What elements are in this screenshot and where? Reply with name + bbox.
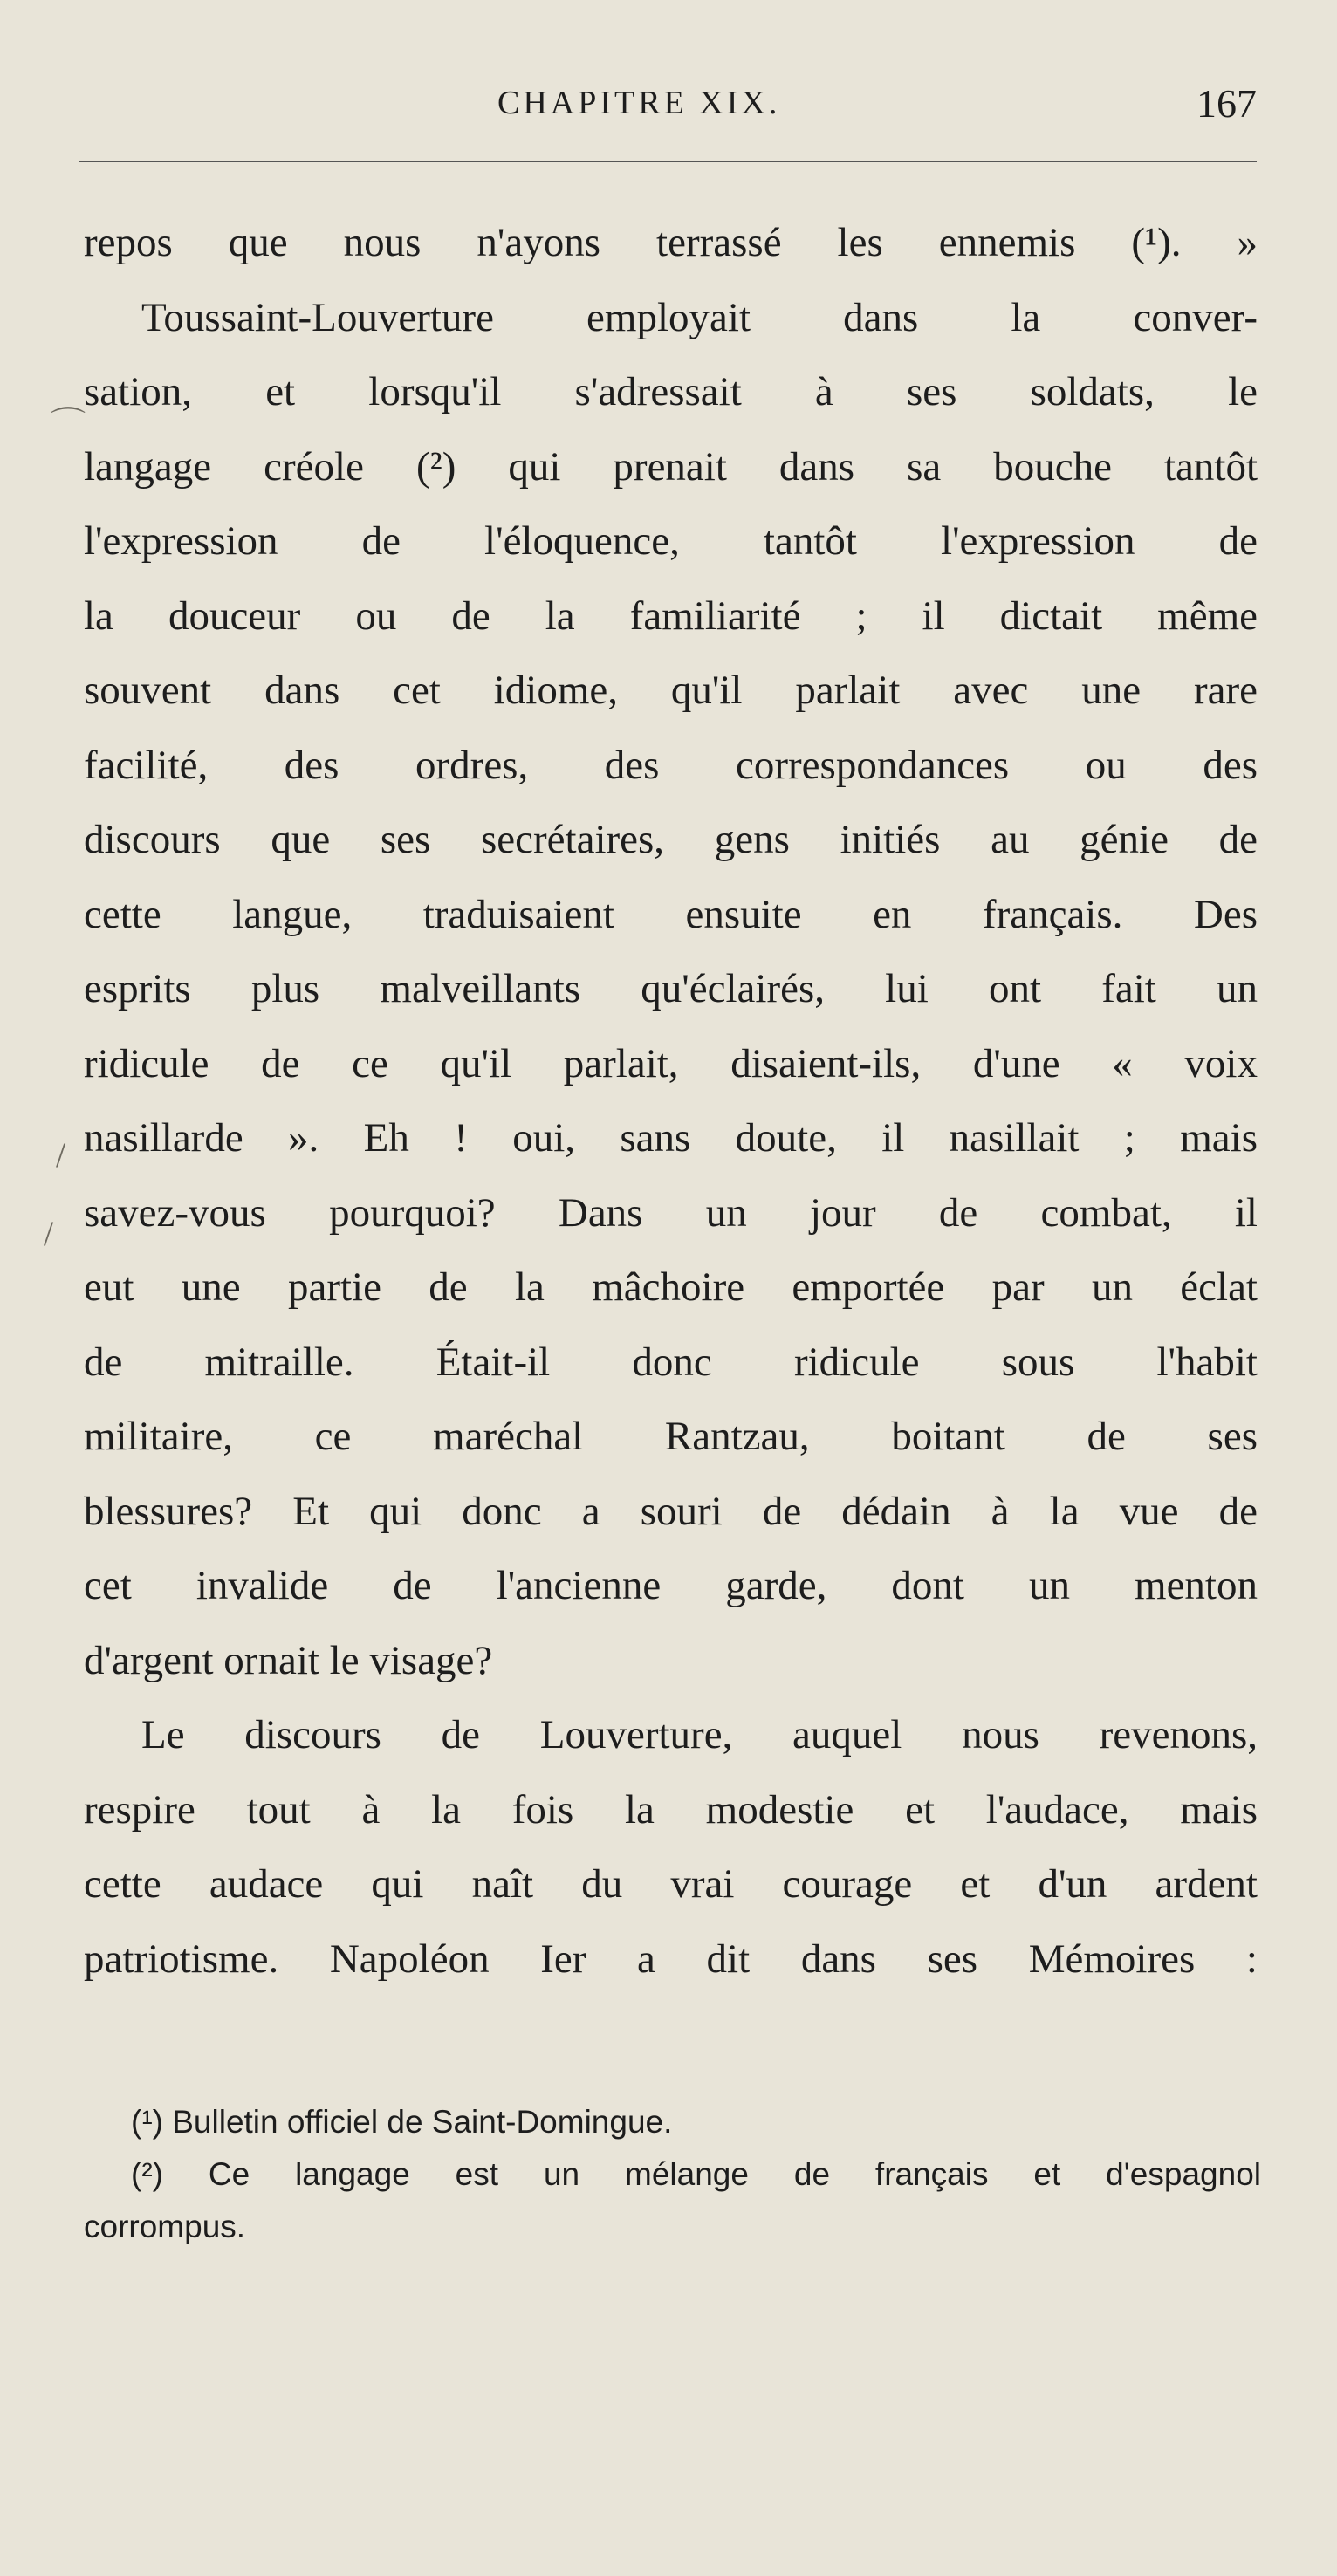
text-line: Toussaint-Louverture employait dans la conver- — [141, 294, 1258, 340]
text-line: cette langue, traduisaient ensuite en français. Des — [84, 891, 1258, 937]
margin-pencil-mark: ⌒ — [51, 405, 86, 444]
text-line: cette audace qui naît du vrai courage et d'un ardent — [84, 1861, 1258, 1907]
text-line: nasillarde ». Eh ! oui, sans doute, il nasillait ; mais — [84, 1115, 1258, 1161]
text-line: eut une partie de la mâchoire emportée par un éclat — [84, 1264, 1258, 1310]
text-line: militaire, ce maréchal Rantzau, boitant de ses — [84, 1414, 1258, 1459]
text-line: souvent dans cet idiome, qu'il parlait avec une rare — [84, 668, 1258, 713]
text-line: Le discours de Louverture, auquel nous revenons, — [141, 1712, 1258, 1757]
running-head — [79, 81, 1257, 136]
text-line: de mitraille. Était-il donc ridicule sous l'habit — [84, 1339, 1258, 1385]
text-line: repos que nous n'ayons terrassé les ennemis (¹). » — [84, 220, 1258, 265]
text-line: esprits plus malveillants qu'éclairés, lui ont fait un — [84, 966, 1258, 1011]
header-rule — [79, 161, 1257, 162]
text-line: savez-vous pourquoi? Dans un jour de combat, il — [84, 1189, 1258, 1236]
text-line: la douceur ou de la familiarité ; il dictait même — [84, 593, 1258, 639]
footnote-2: (²) Ce langage est un mélange de français et d'espagnol — [131, 2156, 1261, 2192]
text-line: respire tout à la fois la modestie et l'audace, mais — [84, 1786, 1258, 1833]
footnote-2-continuation: corrompus. — [84, 2209, 246, 2244]
chapter-title: CHAPITRE XIX. — [497, 85, 781, 121]
text-line: l'expression de l'éloquence, tantôt l'expression de — [84, 518, 1258, 564]
text-line: d'argent ornait le visage? — [84, 1637, 493, 1683]
footnote-1: (¹) Bulletin officiel de Saint-Domingue. — [131, 2104, 673, 2140]
body-text — [84, 206, 1258, 1997]
footnotes — [84, 2096, 1261, 2253]
text-line: langage créole (²) qui prenait dans sa bouche tantôt — [84, 443, 1258, 490]
text-line: blessures? Et qui donc a souri de dédain à la vue de — [84, 1488, 1258, 1534]
text-line: facilité, des ordres, des correspondances ou des — [84, 742, 1258, 788]
margin-pencil-mark: / — [44, 1214, 54, 1253]
text-line: discours que ses secrétaires, gens initiés au génie de — [84, 817, 1258, 862]
text-line: sation, et lorsqu'il s'adressait à ses soldats, le — [84, 369, 1258, 414]
margin-pencil-mark: / — [56, 1135, 66, 1175]
text-line: cet invalide de l'ancienne garde, dont un menton — [84, 1563, 1258, 1608]
page-number: 167 — [1196, 81, 1257, 126]
text-line: patriotisme. Napoléon Ier a dit dans ses Mémoires : — [84, 1935, 1258, 1982]
text-line: ridicule de ce qu'il parlait, disaient-ils, d'une « voix — [84, 1040, 1258, 1086]
